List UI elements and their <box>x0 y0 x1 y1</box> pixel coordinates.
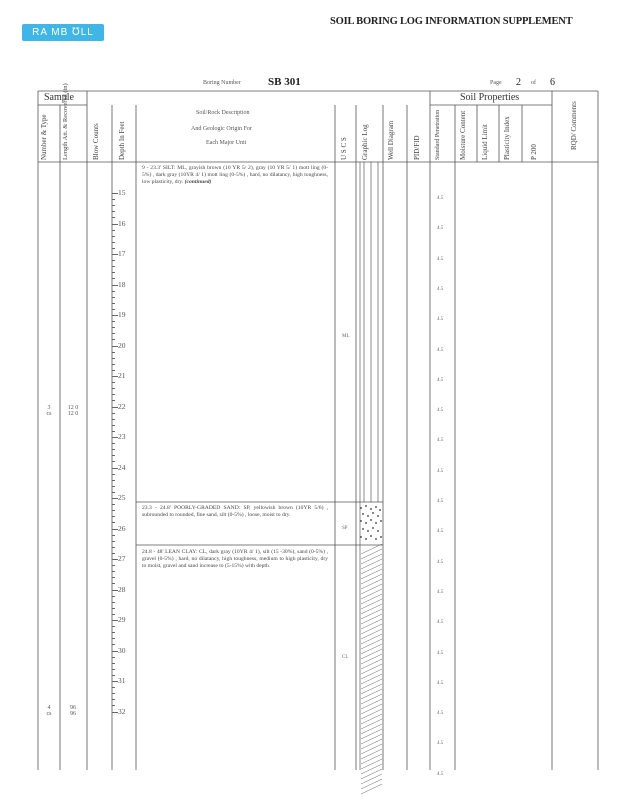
well-diagram-header: Well Diagram <box>387 120 395 160</box>
depth-label: 29 <box>118 615 126 624</box>
depth-minor-tick <box>112 638 115 639</box>
clay-hatch-line <box>361 769 382 779</box>
clay-hatch-line <box>361 629 382 639</box>
clay-hatch-line <box>361 754 382 764</box>
depth-label: 26 <box>118 523 126 533</box>
depth-minor-tick <box>112 449 115 450</box>
clay-hatch-line <box>361 589 382 599</box>
depth-minor-tick <box>112 291 115 292</box>
depth-minor-tick <box>112 431 115 432</box>
page-of-label: of <box>531 80 536 86</box>
blow-counts-header: Blow Counts <box>92 123 100 160</box>
depth-minor-tick <box>112 547 115 548</box>
sand-graphic-pattern <box>360 505 382 540</box>
depth-minor-tick <box>112 522 115 523</box>
depth-label: 28 <box>118 584 126 594</box>
standard-penetration-value: 4.5 <box>437 771 444 777</box>
description-header-line-1: Soil/Rock Description <box>196 110 250 116</box>
depth-minor-tick <box>112 248 115 249</box>
clay-hatch-line <box>361 639 382 649</box>
standard-penetration-value: 4.5 <box>437 589 444 595</box>
standard-penetration-value: 4.5 <box>437 408 444 414</box>
depth-minor-tick <box>112 657 115 658</box>
depth-minor-tick <box>112 400 115 401</box>
page-total: 6 <box>550 77 555 88</box>
depth-minor-tick <box>112 413 115 414</box>
p200-header: P 200 <box>530 144 538 160</box>
depth-minor-tick <box>112 486 115 487</box>
clay-hatch-line <box>361 714 382 724</box>
clay-hatch-line <box>361 694 382 704</box>
page-current: 2 <box>516 77 521 88</box>
clay-hatch-line <box>361 554 382 564</box>
standard-penetration-value: 4.5 <box>437 529 444 535</box>
depth-minor-tick <box>112 419 115 420</box>
document-title: SOIL BORING LOG INFORMATION SUPPLEMENT <box>330 16 573 27</box>
clay-hatch-line <box>361 549 382 559</box>
depth-header: Depth In Feet <box>118 121 126 160</box>
standard-penetration-value: 4.5 <box>437 711 444 717</box>
depth-label: 16 <box>118 218 126 228</box>
depth-label: 30 <box>118 645 126 655</box>
boring-number: SB 301 <box>268 76 301 88</box>
depth-label: 18 <box>118 279 126 289</box>
clay-hatch-line <box>361 764 382 774</box>
standard-penetration-value: 4.5 <box>437 741 444 747</box>
clay-hatch-line <box>361 784 382 794</box>
clay-hatch-line <box>361 739 382 749</box>
clay-hatch-line <box>361 654 382 664</box>
depth-label: 27 <box>118 554 126 563</box>
standard-penetration-value: 4.5 <box>437 286 444 292</box>
depth-minor-tick <box>112 693 115 694</box>
depth-minor-tick <box>112 309 115 310</box>
number-type-header: Number & Type <box>40 114 48 160</box>
description-header-line-3: Each Major Unit <box>206 140 247 146</box>
depth-minor-tick <box>112 217 115 218</box>
clay-hatch-line <box>361 599 382 609</box>
depth-minor-tick <box>112 352 115 353</box>
depth-minor-tick <box>112 663 115 664</box>
depth-minor-tick <box>112 461 115 462</box>
depth-minor-tick <box>112 608 115 609</box>
depth-minor-tick <box>112 278 115 279</box>
description-header-line-2: And Geologic Origin For <box>191 126 252 132</box>
clay-hatch-line <box>361 729 382 739</box>
depth-minor-tick <box>112 571 115 572</box>
description-silt: 9 - 23.3' SILT: ML, grayish brown (10 YR 5/ 2), gray (10 YR 5/ 1) mott ling (0-5%) , dark gray (10YR 4/ 1) mott ling (0-5%) , hard, no dilatancy, high toughness, low plasticity, dry. (continued) <box>142 165 328 185</box>
depth-minor-tick <box>112 577 115 578</box>
clay-hatch-line <box>361 759 382 769</box>
description-sand: 23.3 - 24.8' POORLY-GRADED SAND: SP, yellowish brown (10YR 5/6) , subrounded to rounded, fine sand, silt (0-5%) , loose, moist to dry. <box>142 505 328 518</box>
depth-minor-tick <box>112 370 115 371</box>
depth-minor-tick <box>112 541 115 542</box>
clay-hatch-line <box>361 649 382 659</box>
depth-minor-tick <box>112 297 115 298</box>
clay-hatch-line <box>361 559 382 569</box>
clay-hatch-line <box>361 609 382 619</box>
clay-hatch-line <box>361 614 382 624</box>
depth-minor-tick <box>112 565 115 566</box>
clay-hatch-line <box>361 669 382 679</box>
standard-penetration-value: 4.5 <box>437 468 444 474</box>
depth-minor-tick <box>112 272 115 273</box>
moisture-content-header: Moisture Content <box>459 110 467 160</box>
company-logo: RA MB ℧LL <box>22 24 104 41</box>
depth-minor-tick <box>112 394 115 395</box>
depth-minor-tick <box>112 266 115 267</box>
clay-hatch-line <box>361 699 382 709</box>
clay-hatch-line <box>361 664 382 674</box>
depth-minor-tick <box>112 480 115 481</box>
uscs-label-ml: ML <box>342 334 350 339</box>
depth-minor-tick <box>112 333 115 334</box>
depth-minor-tick <box>112 358 115 359</box>
depth-minor-tick <box>112 492 115 493</box>
depth-label: 15 <box>118 188 126 197</box>
uscs-label-sp: SP <box>342 526 348 531</box>
clay-hatch-line <box>361 689 382 699</box>
depth-minor-tick <box>112 211 115 212</box>
depth-label: 22 <box>118 401 126 411</box>
depth-minor-tick <box>112 455 115 456</box>
page-label: Page <box>490 80 502 86</box>
depth-minor-tick <box>112 644 115 645</box>
rqd-comments-header: RQD/ Comments <box>570 101 578 150</box>
sample-4-number: 4 cs <box>46 705 52 717</box>
depth-minor-tick <box>112 364 115 365</box>
clay-hatch-line <box>361 659 382 669</box>
standard-penetration-value: 4.5 <box>437 499 444 504</box>
sample-3-number: 3 cs <box>46 405 52 417</box>
depth-minor-tick <box>112 199 115 200</box>
clay-hatch-line <box>361 594 382 604</box>
depth-label: 32 <box>118 706 126 716</box>
depth-minor-tick <box>112 614 115 615</box>
depth-minor-tick <box>112 303 115 304</box>
depth-minor-tick <box>112 382 115 383</box>
sample-4-length: 96 96 <box>70 705 76 717</box>
depth-label: 25 <box>118 493 126 502</box>
depth-minor-tick <box>112 553 115 554</box>
clay-hatch-line <box>361 644 382 654</box>
standard-penetration-value: 4.5 <box>437 256 444 262</box>
depth-minor-tick <box>112 699 115 700</box>
clay-hatch-line <box>361 634 382 644</box>
plasticity-index-header: Plasticity Index <box>503 116 511 160</box>
clay-hatch-line <box>361 544 382 554</box>
graphic-log-header: Graphic Log <box>361 124 369 160</box>
clay-hatch-line <box>361 624 382 634</box>
depth-label: 20 <box>118 340 126 350</box>
clay-hatch-line <box>361 709 382 719</box>
clay-hatch-line <box>361 569 382 579</box>
clay-hatch-line <box>361 744 382 754</box>
depth-minor-tick <box>112 510 115 511</box>
clay-hatch-line <box>361 774 382 784</box>
soil-properties-header: Soil Properties <box>460 92 520 103</box>
depth-minor-tick <box>112 339 115 340</box>
standard-penetration-value: 4.5 <box>437 377 444 383</box>
standard-penetration-value: 4.5 <box>437 620 444 626</box>
clay-hatch-line <box>361 724 382 734</box>
depth-minor-tick <box>112 632 115 633</box>
depth-minor-tick <box>112 474 115 475</box>
standard-penetration-value: 4.5 <box>437 438 444 444</box>
depth-label: 21 <box>118 371 126 380</box>
standard-penetration-value: 4.5 <box>437 317 444 323</box>
length-recovered-header: Length Att. & Recovered (in) <box>62 83 69 160</box>
depth-minor-tick <box>112 321 115 322</box>
depth-minor-tick <box>112 242 115 243</box>
depth-minor-tick <box>112 669 115 670</box>
clay-hatch-line <box>361 704 382 714</box>
depth-minor-tick <box>112 687 115 688</box>
sample-3-length: 12 0 12 0 <box>67 405 79 417</box>
uscs-header: U S C S <box>340 137 348 160</box>
description-clay: 24.8 - 48' LEAN CLAY: CL, dark gray (10YR 4/ 1), silt (15 -30%), sand (0-5%) , gravel (0-5%) , hard, no dilatancy, high toughness, medium to high plasticity, dry to moist, gravel and sand increase to (5-15%) with depth. <box>142 549 328 569</box>
clay-hatch-line <box>361 719 382 729</box>
clay-hatch-line <box>361 564 382 574</box>
clay-graphic-pattern <box>361 544 382 794</box>
depth-minor-tick <box>112 236 115 237</box>
clay-hatch-line <box>361 574 382 584</box>
clay-hatch-line <box>361 584 382 594</box>
depth-label: 23 <box>118 432 126 441</box>
clay-hatch-line <box>361 674 382 684</box>
clay-hatch-line <box>361 679 382 689</box>
clay-hatch-line <box>361 734 382 744</box>
standard-penetration-value: 4.5 <box>437 680 444 686</box>
depth-label: 19 <box>118 310 126 319</box>
sample-group-header: Sample <box>44 92 74 103</box>
clay-hatch-line <box>361 684 382 694</box>
clay-hatch-line <box>361 779 382 789</box>
depth-minor-tick <box>112 675 115 676</box>
clay-hatch-line <box>361 579 382 589</box>
depth-minor-tick <box>112 425 115 426</box>
clay-hatch-line <box>361 619 382 629</box>
depth-minor-tick <box>112 602 115 603</box>
liquid-limit-header: Liquid Limit <box>481 124 489 160</box>
standard-penetration-value: 4.5 <box>437 559 444 565</box>
depth-minor-tick <box>112 596 115 597</box>
boring-number-label: Boring Number <box>203 80 241 86</box>
depth-minor-tick <box>112 230 115 231</box>
depth-label: 31 <box>118 676 126 685</box>
depth-label: 24 <box>118 462 126 472</box>
depth-minor-tick <box>112 388 115 389</box>
depth-label: 17 <box>118 249 126 258</box>
depth-minor-tick <box>112 260 115 261</box>
standard-penetration-value: 4.5 <box>437 347 444 353</box>
depth-minor-tick <box>112 626 115 627</box>
clay-hatch-line <box>361 749 382 759</box>
depth-minor-tick <box>112 443 115 444</box>
clay-hatch-line <box>361 604 382 614</box>
depth-minor-tick <box>112 535 115 536</box>
standard-penetration-header: Standard Penetration <box>435 109 441 160</box>
depth-minor-tick <box>112 504 115 505</box>
depth-minor-tick <box>112 705 115 706</box>
depth-minor-tick <box>112 583 115 584</box>
depth-minor-tick <box>112 516 115 517</box>
uscs-label-cl: CL <box>342 655 349 660</box>
depth-minor-tick <box>112 327 115 328</box>
standard-penetration-value: 4.5 <box>437 650 444 656</box>
standard-penetration-value: 4.5 <box>437 196 444 201</box>
depth-minor-tick <box>112 205 115 206</box>
pid-fid-header: PID/FID <box>413 135 421 160</box>
standard-penetration-value: 4.5 <box>437 226 444 232</box>
